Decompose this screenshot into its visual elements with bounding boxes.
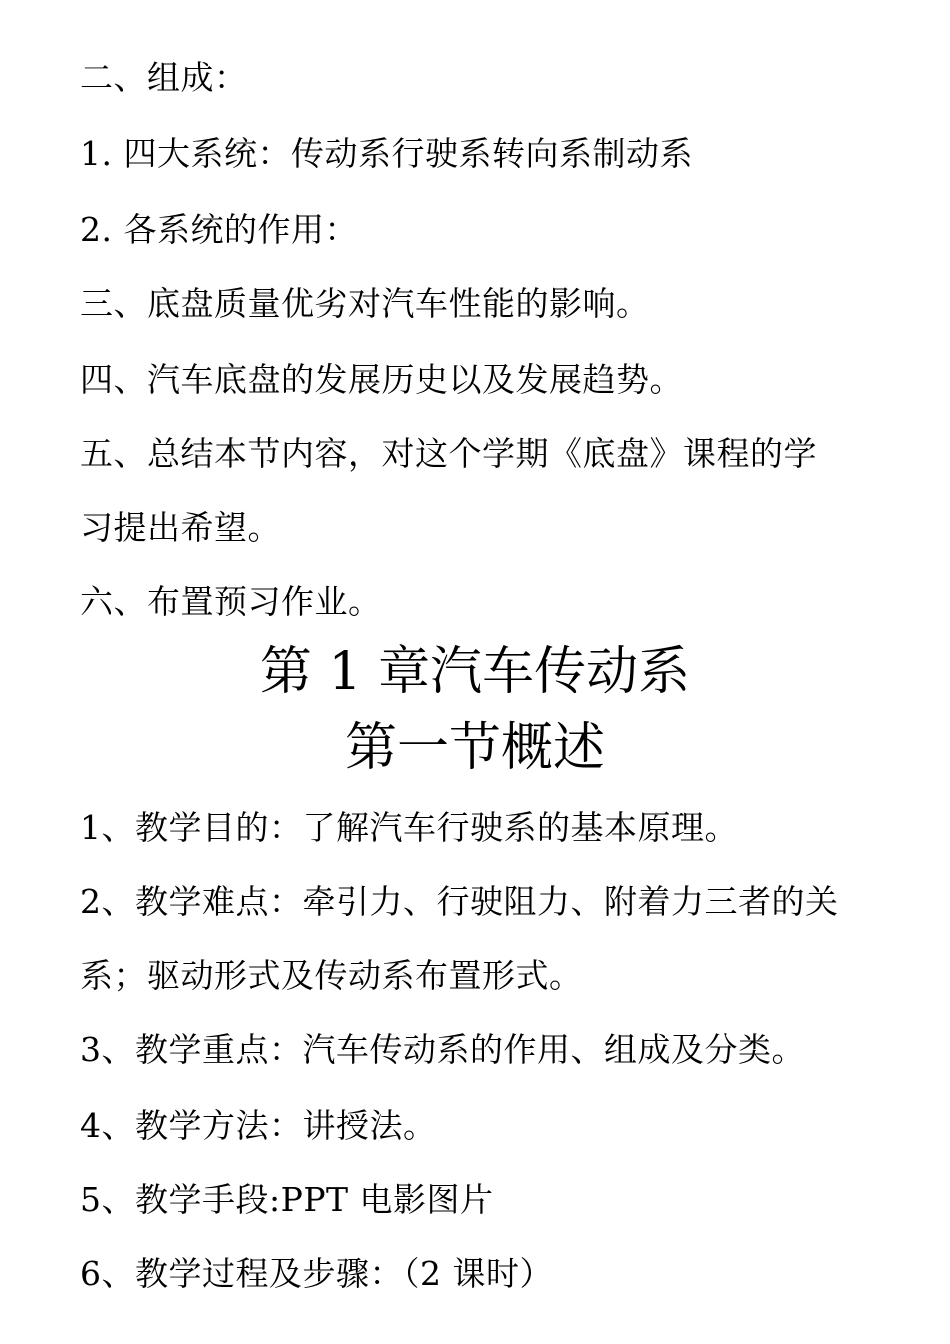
chapter-title: 第 1 章汽车传动系 [259,642,691,702]
lesson-difficulty-line-2: 系；驱动形式及传动系布置形式。 [80,956,583,995]
point-summary-line-1: 五、总结本节内容，对这个学期《底盘》课程的学 [80,434,817,473]
point-chassis-quality: 三、底盘质量优劣对汽车性能的影响。 [80,284,650,323]
lesson-process: 6、教学过程及步骤：（2 课时） [80,1254,553,1293]
section-title: 第一节概述 [344,718,605,778]
lesson-difficulty-line-1: 2、教学难点：牵引力、行驶阻力、附着力三者的关 [80,882,839,921]
lesson-goal: 1、教学目的：了解汽车行驶系的基本原理。 [80,808,738,847]
lesson-method: 4、教学方法：讲授法。 [80,1106,437,1145]
point-summary-line-2: 习提出希望。 [80,508,281,547]
list-item-system-functions: 2. 各系统的作用： [80,210,358,249]
point-homework: 六、布置预习作业。 [80,582,382,621]
composition-heading: 二、组成： [80,58,248,97]
lesson-means: 5、教学手段:PPT 电影图片 [80,1180,494,1219]
point-chassis-history: 四、汽车底盘的发展历史以及发展趋势。 [80,360,683,399]
list-item-four-systems: 1. 四大系统：传动系行驶系转向系制动系 [80,134,693,173]
lesson-key-points: 3、教学重点：汽车传动系的作用、组成及分类。 [80,1030,805,1069]
